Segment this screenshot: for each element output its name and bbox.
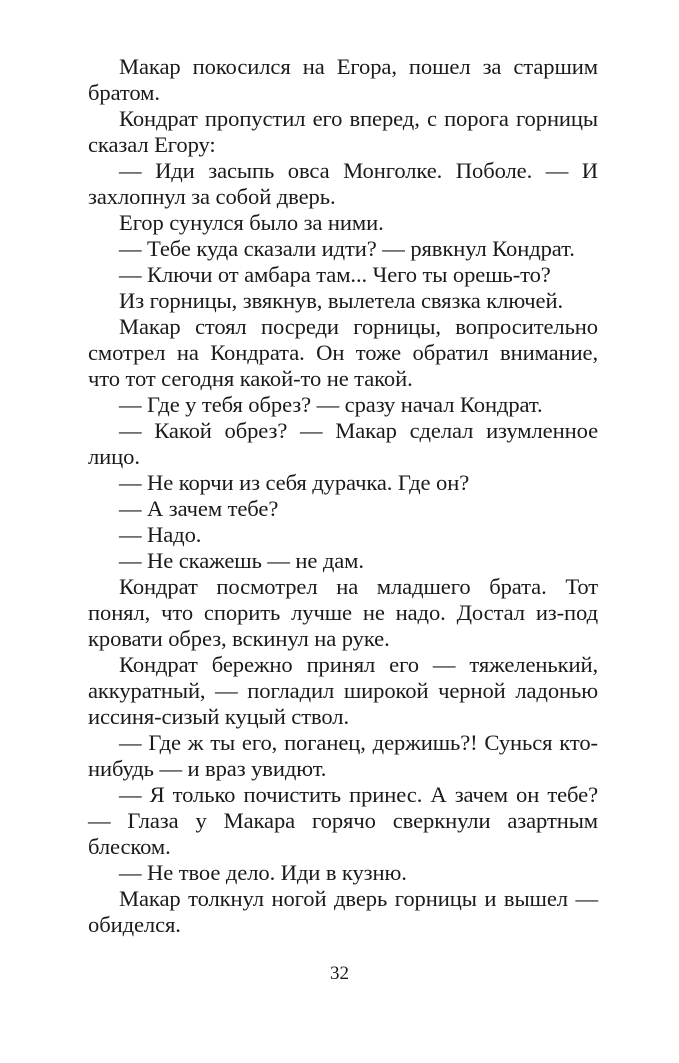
paragraph: — Какой обрез? — Макар сделал изумленное лицо. [88, 418, 598, 469]
paragraph: — Я только почистить принес. А зачем он тебе? — Глаза у Макара горячо сверкнули азартным блеском. [88, 782, 598, 859]
paragraph: Из горницы, звякнув, вылетела связка ключей. [119, 288, 563, 313]
paragraph: Егор сунулся было за ними. [119, 210, 384, 235]
paragraph: Макар стоял посреди горницы, вопросительно смотрел на Кондрата. Он тоже обратил внимание, что тот сегодня какой-то не такой. [88, 314, 598, 391]
paragraph: Кондрат пропустил его вперед, с порога горницы сказал Егору: [88, 106, 598, 157]
paragraph: — Не твое дело. Иди в кузню. [119, 860, 407, 885]
paragraph: Макар толкнул ногой дверь горницы и вышел — обиделся. [88, 886, 598, 937]
paragraph: — Ключи от амбара там... Чего ты орешь-то? [119, 262, 551, 287]
paragraph: — Где у тебя обрез? — сразу начал Кондрат. [119, 392, 543, 417]
paragraph: — Не корчи из себя дурачка. Где он? [119, 470, 470, 495]
paragraph: — А зачем тебе? [119, 496, 279, 521]
page-number: 32 [330, 963, 349, 984]
paragraph: — Надо. [119, 522, 202, 547]
paragraph: Макар покосился на Егора, пошел за старшим братом. [88, 54, 598, 105]
paragraph: — Тебе куда сказали идти? — рявкнул Кондрат. [119, 236, 575, 261]
paragraph: Кондрат бережно принял его — тяжеленький, аккуратный, — погладил широкой черной ладонью иссиня-сизый куцый ствол. [88, 652, 598, 729]
paragraph: — Не скажешь — не дам. [119, 548, 364, 573]
page-text [88, 54, 598, 938]
paragraph: — Где ж ты его, поганец, держишь?! Сунься кто-нибудь — и враз увидют. [88, 730, 598, 781]
paragraph: Кондрат посмотрел на младшего брата. Тот понял, что спорить лучше не надо. Достал из-под кровати обрез, вскинул на руке. [88, 574, 598, 651]
paragraph: — Иди засыпь овса Монголке. Поболе. — И захлопнул за собой дверь. [88, 158, 598, 209]
